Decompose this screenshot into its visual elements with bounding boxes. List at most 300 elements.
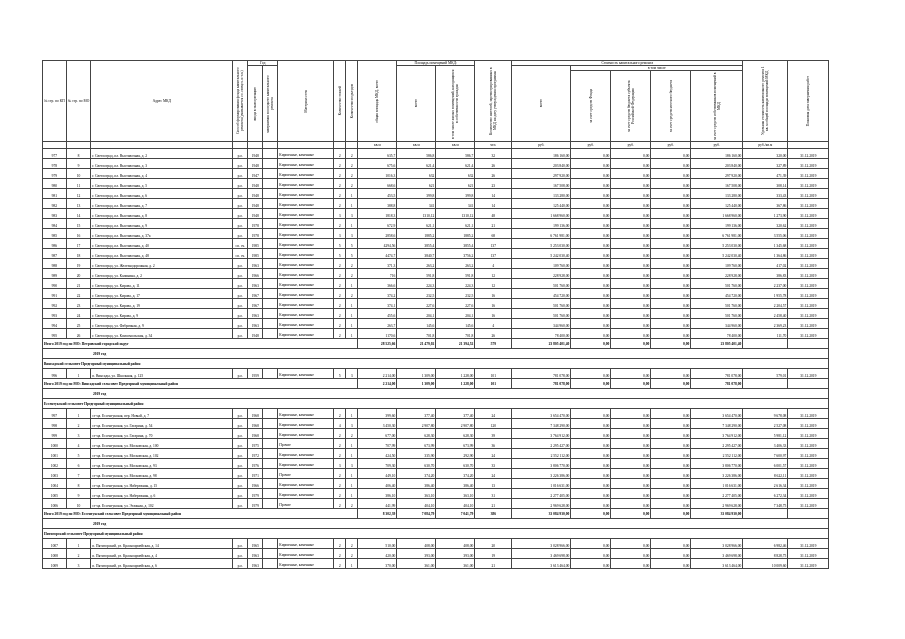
table-cell: 20 xyxy=(66,269,91,279)
table-cell: 1948 xyxy=(248,159,263,169)
table-cell: 3 806 770,00 xyxy=(512,459,571,469)
table-cell: р.о. xyxy=(233,469,248,479)
table-cell: 31.12.2019 xyxy=(788,269,829,279)
table-cell: 449,10 xyxy=(358,469,397,479)
subtotal-cell: 23 805 401,40 xyxy=(691,339,743,349)
table-cell: 0,00 xyxy=(611,429,651,439)
table-cell: г. Светлоград, ул. Фабричная, д. 9 xyxy=(91,319,233,329)
table-cell: 2858,6 xyxy=(358,229,397,239)
table-cell: 320,00 xyxy=(743,149,788,159)
table-cell xyxy=(263,369,278,379)
table-cell: 6 761 981,00 xyxy=(691,229,743,239)
table-cell: 361,00 xyxy=(397,559,436,569)
table-cell: 990 xyxy=(43,279,67,289)
table-cell: 716 xyxy=(358,269,397,279)
table-cell: 707,99 xyxy=(358,439,397,449)
header-year-built: ввода в эксплуатацию xyxy=(248,66,263,142)
table-cell: 2 277 405,00 xyxy=(691,489,743,499)
table-cell xyxy=(263,419,278,429)
table-cell: 3 450,30 xyxy=(358,419,397,429)
table-cell: 2 295 427,00 xyxy=(512,439,571,449)
table-cell: р.о. xyxy=(233,449,248,459)
table-cell: 0,00 xyxy=(571,219,611,229)
table-cell: 263,2 xyxy=(436,259,475,269)
table-cell: 1 xyxy=(346,449,358,459)
subtotal-cell: 0,00 xyxy=(651,379,691,389)
table-cell: 344 960,00 xyxy=(691,319,743,329)
table-cell: 23 xyxy=(475,179,512,189)
unit-cell: кв.м xyxy=(397,142,436,149)
table-cell: 374,1 xyxy=(358,299,397,309)
table-cell: 1968 xyxy=(248,419,263,429)
table-cell: 0,00 xyxy=(611,289,651,299)
table-cell: 3 028 966,00 xyxy=(691,539,743,549)
table-cell: 1968 xyxy=(248,409,263,419)
table-cell: 2 204,57 xyxy=(743,299,788,309)
table-cell: 0,00 xyxy=(651,309,691,319)
table-cell: р.о. xyxy=(233,329,248,339)
table-cell: 2 xyxy=(334,179,346,189)
table-cell: Кирпичные, каменные xyxy=(278,179,334,189)
table-cell: 31.12.2019 xyxy=(788,249,829,259)
table-cell: 31 xyxy=(475,489,512,499)
table-cell: 1004 xyxy=(43,479,67,489)
table-cell: 21 xyxy=(475,499,512,509)
table-cell: 25 xyxy=(66,319,91,329)
table-cell: 1978 xyxy=(248,219,263,229)
table-cell: 31.12.2019 xyxy=(788,329,829,339)
table-cell: 5 xyxy=(346,249,358,259)
table-cell: 2 458,40 xyxy=(743,309,788,319)
table-cell: 2 xyxy=(346,179,358,189)
table-cell: 333,43 xyxy=(743,189,788,199)
table-cell: 26 xyxy=(475,329,512,339)
table-cell: Кирпичные, каменные xyxy=(278,319,334,329)
section-row xyxy=(43,399,829,409)
table-cell: 983 xyxy=(43,209,67,219)
table-cell: 1000 xyxy=(43,439,67,449)
header-num-mo: № стр. по МО xyxy=(66,61,91,142)
table-cell: п. Пятигорский, ул. Красноармейская, д. 14 xyxy=(91,539,233,549)
table-cell: 3 406,33 xyxy=(743,439,788,449)
table-cell: 0,00 xyxy=(611,219,651,229)
unit-cell: руб./кв.м xyxy=(743,142,788,149)
table-cell: 21 xyxy=(475,559,512,569)
table-cell: 0,00 xyxy=(651,169,691,179)
table-cell: 18 xyxy=(66,249,91,259)
table-cell: 4 xyxy=(66,439,91,449)
table-cell: 1967 xyxy=(248,299,263,309)
table-cell: 5 242 030,40 xyxy=(691,249,743,259)
table-cell: 0,00 xyxy=(651,429,691,439)
table-cell: 4 xyxy=(475,319,512,329)
table-cell: 1 xyxy=(346,189,358,199)
table-cell: 989 xyxy=(43,269,67,279)
table-cell: 0,00 xyxy=(651,219,691,229)
table-cell: 2 xyxy=(334,329,346,339)
table-cell: 2 xyxy=(334,429,346,439)
table-cell: р.о. xyxy=(233,199,248,209)
table-cell: 3 028 966,00 xyxy=(512,539,571,549)
table-cell: 31.12.2019 xyxy=(788,449,829,459)
table-cell: 224,3 xyxy=(436,279,475,289)
table-cell: 417,02 xyxy=(743,259,788,269)
table-cell: 24 xyxy=(66,309,91,319)
table-cell: 341 xyxy=(397,199,436,209)
table-cell: ст-ца. Ессентукская, ул. Московская, д. 93 xyxy=(91,459,233,469)
table-cell: 1 xyxy=(346,469,358,479)
table-cell: 0,00 xyxy=(571,259,611,269)
table-cell: 630,70 xyxy=(397,459,436,469)
table-cell: 3 xyxy=(346,209,358,219)
table-cell: 997 xyxy=(43,409,67,419)
subtotal-label: Итого 2019 год по МО: Винсадский сельсовет Предгорный муниципальный район xyxy=(43,379,358,389)
table-row xyxy=(43,479,829,489)
header-wall-material: Материал стен xyxy=(278,61,334,142)
table-cell: 632 xyxy=(436,169,475,179)
table-cell: 145,6 xyxy=(436,319,475,329)
table-cell: 1 345,68 xyxy=(743,239,788,249)
table-cell: 335,90 xyxy=(397,449,436,459)
table-cell: 1 016 631,00 xyxy=(512,479,571,489)
table-cell: 0,00 xyxy=(651,489,691,499)
table-cell: 1 xyxy=(346,299,358,309)
table-cell: 1 xyxy=(346,409,358,419)
table-cell: 406,40 xyxy=(358,479,397,489)
table-cell: 0,00 xyxy=(611,249,651,259)
table-cell: 999 xyxy=(43,429,67,439)
table-cell: 341 xyxy=(436,199,475,209)
table-cell: Кирпичные, каменные xyxy=(278,489,334,499)
table-cell xyxy=(263,149,278,159)
table-cell: 1 xyxy=(346,279,358,289)
table-cell: 1310,12 xyxy=(436,209,475,219)
table-cell: 0,00 xyxy=(571,329,611,339)
table-cell: 3855,4 xyxy=(436,239,475,249)
table-cell: р.о. xyxy=(233,309,248,319)
table-cell xyxy=(263,309,278,319)
table-cell: 0,00 xyxy=(611,459,651,469)
table-cell: 8 828,75 xyxy=(743,549,788,559)
table-cell: 3840,7 xyxy=(397,249,436,259)
table-cell: 109 760,00 xyxy=(691,259,743,269)
table-cell: 0,00 xyxy=(571,299,611,309)
table-cell: 2 907,80 xyxy=(397,419,436,429)
table-cell: 3 654 470,00 xyxy=(691,409,743,419)
table-cell: 0,00 xyxy=(571,209,611,219)
table-cell: 0,00 xyxy=(571,419,611,429)
table-row xyxy=(43,249,829,259)
header-address: Адрес МКД xyxy=(91,61,233,142)
table-cell xyxy=(263,219,278,229)
table-cell: 5 253 030,00 xyxy=(691,239,743,249)
table-cell: ст-ца. Ессентукская, ул. Московская, д. 102 xyxy=(91,449,233,459)
table-cell: 3 xyxy=(334,229,346,239)
table-cell: 12 xyxy=(475,269,512,279)
table-cell: 0,00 xyxy=(571,499,611,509)
table-cell: 501 760,00 xyxy=(512,309,571,319)
table-cell: 1985 xyxy=(248,249,263,259)
table-cell: 4 xyxy=(334,419,346,429)
table-cell: г. Светлоград, пл. Выставочная, д. 40 xyxy=(91,239,233,249)
table-cell: 186 160,00 xyxy=(512,149,571,159)
table-cell: 2 xyxy=(346,549,358,559)
subtotal-cell: 0,00 xyxy=(611,339,651,349)
table-cell: 978 xyxy=(43,159,67,169)
table-cell: 979 xyxy=(43,169,67,179)
table-cell: ст-ца. Ессентукская, ул. Гагарина, д. 54 xyxy=(91,419,233,429)
table-cell: г. Светлоград, ул. Кирова, д. 9 xyxy=(91,309,233,319)
table-row xyxy=(43,369,829,379)
table-cell: 2 277 405,00 xyxy=(512,489,571,499)
table-cell: г. Светлоград, пл. Выставочная, д. 5 xyxy=(91,179,233,189)
table-cell: 1008 xyxy=(43,549,67,559)
table-cell: 6 001,57 xyxy=(743,459,788,469)
table-cell: 0,00 xyxy=(611,189,651,199)
table-cell: 0,00 xyxy=(611,469,651,479)
table-cell: 0,00 xyxy=(651,269,691,279)
table-cell: 31.12.2019 xyxy=(788,189,829,199)
table-cell: 1001 xyxy=(43,449,67,459)
table-cell: Кирпичные, каменные xyxy=(278,209,334,219)
table-cell: 0,00 xyxy=(651,249,691,259)
table-cell: 621,1 xyxy=(397,219,436,229)
table-cell: р.о. xyxy=(233,169,248,179)
table-cell: 1 309,00 xyxy=(397,369,436,379)
table-cell: Кирпичные, каменные xyxy=(278,419,334,429)
table-cell: 701,8 xyxy=(397,329,436,339)
table-cell: 2 xyxy=(334,489,346,499)
subtotal-cell: 21 394,52 xyxy=(436,339,475,349)
table-cell: 0,00 xyxy=(651,149,691,159)
table-cell xyxy=(263,179,278,189)
table-cell: 3 xyxy=(66,559,91,569)
table-cell xyxy=(263,409,278,419)
table-cell: 0,00 xyxy=(611,259,651,269)
table-cell: 31.12.2019 xyxy=(788,459,829,469)
table-cell: 386,83 xyxy=(743,269,788,279)
table-cell: 1818,3 xyxy=(358,209,397,219)
table-cell: 371,3 xyxy=(358,259,397,269)
table-cell: 0,00 xyxy=(611,329,651,339)
table-cell: 3756,2 xyxy=(436,249,475,259)
subtotal-row xyxy=(43,339,829,349)
table-cell: 8 xyxy=(66,479,91,489)
table-cell: 0,00 xyxy=(571,249,611,259)
table-cell: 632 xyxy=(397,169,436,179)
repair-program-table xyxy=(42,60,829,569)
table-cell xyxy=(263,479,278,489)
table-cell: р.о. xyxy=(233,499,248,509)
table-cell xyxy=(263,319,278,329)
table-cell: 0,00 xyxy=(651,299,691,309)
table-cell: 1963 xyxy=(248,309,263,319)
table-cell: 2 xyxy=(346,259,358,269)
table-cell xyxy=(263,429,278,439)
table-cell: 31.12.2019 xyxy=(788,539,829,549)
table-cell: 21 xyxy=(66,279,91,289)
table-cell: 6 982,46 xyxy=(743,539,788,549)
header-year-repair: завершения последнего капитального ремонта xyxy=(263,66,278,142)
subtotal-cell: 0,00 xyxy=(571,509,611,519)
table-cell: 1003 xyxy=(43,469,67,479)
table-cell: 4474,7 xyxy=(358,249,397,259)
table-cell: Кирпичные, каменные xyxy=(278,169,334,179)
table-cell: 1 xyxy=(346,489,358,499)
table-cell xyxy=(263,169,278,179)
table-cell: 5 xyxy=(346,239,358,249)
table-cell: р.о. xyxy=(233,429,248,439)
table-cell: Кирпичные, каменные xyxy=(278,299,334,309)
table-cell: 1007 xyxy=(43,539,67,549)
table-cell: 39 xyxy=(475,429,512,439)
table-cell: 388,8 xyxy=(358,199,397,209)
section-row xyxy=(43,359,829,369)
table-cell: 101 xyxy=(475,369,512,379)
table-cell: 361,00 xyxy=(436,559,475,569)
table-cell: 1 955,78 xyxy=(743,289,788,299)
table-cell: г. Светлоград, пл. Выставочная, д. 6 xyxy=(91,189,233,199)
table-row xyxy=(43,489,829,499)
table-cell: г. Светлоград, пл. Выставочная, д. 2 xyxy=(91,149,233,159)
subtotal-cell: 2 214,00 xyxy=(358,379,397,389)
table-cell: 68 xyxy=(475,229,512,239)
table-cell: 1 xyxy=(66,369,91,379)
unit-cell: кв.м xyxy=(358,142,397,149)
table-cell: 781 078,00 xyxy=(512,369,571,379)
table-cell: 227,6 xyxy=(436,299,475,309)
table-cell: 297 920,00 xyxy=(512,169,571,179)
table-cell: 453,5 xyxy=(358,189,397,199)
table-cell: 6 xyxy=(66,459,91,469)
table-cell: 78 400,00 xyxy=(512,329,571,339)
subtotal-cell: 33 084 930,00 xyxy=(512,509,571,519)
table-cell: 988 xyxy=(43,259,67,269)
table-cell: 635,7 xyxy=(358,149,397,159)
table-cell: 363,10 xyxy=(397,489,436,499)
table-cell: 510,00 xyxy=(358,539,397,549)
table-cell: 0,00 xyxy=(651,289,691,299)
table-row xyxy=(43,309,829,319)
table-cell: 0,00 xyxy=(571,199,611,209)
subtotal-row xyxy=(43,509,829,519)
table-cell: 0,00 xyxy=(571,269,611,279)
table-cell: 10 xyxy=(66,499,91,509)
table-cell: 2 xyxy=(346,149,358,159)
table-cell: 621,4 xyxy=(397,159,436,169)
table-cell: 12 xyxy=(66,189,91,199)
table-cell: р.о. xyxy=(233,319,248,329)
table-cell: 5 xyxy=(334,239,346,249)
table-cell: р.о. xyxy=(233,179,248,189)
table-cell: 2 237,00 xyxy=(743,279,788,289)
table-cell: Кирпичные, каменные xyxy=(278,309,334,319)
table-cell: 10 009,60 xyxy=(743,559,788,569)
table-cell: сп. сч. xyxy=(233,239,248,249)
table-cell: 1 xyxy=(346,479,358,489)
table-cell: 1963 xyxy=(248,259,263,269)
table-cell: 263,7 xyxy=(358,319,397,329)
table-cell: 0,00 xyxy=(571,479,611,489)
table-cell: 367,86 xyxy=(743,199,788,209)
table-cell: ст-ца. Ессентукская, ул. Московская, д. 98 xyxy=(91,469,233,479)
subtotal-cell: 1 309,00 xyxy=(397,379,436,389)
table-cell: 985 xyxy=(43,229,67,239)
table-row xyxy=(43,559,829,569)
table-cell: 4294,56 xyxy=(358,239,397,249)
table-cell: 1002 xyxy=(43,459,67,469)
table-cell: 621,1 xyxy=(436,219,475,229)
table-cell: 0,00 xyxy=(571,229,611,239)
table-cell: 2 xyxy=(346,169,358,179)
table-cell: 3 226 386,00 xyxy=(512,469,571,479)
section-row-label: Пятигорский сельсовет Предгорный муниципальный район xyxy=(43,529,829,539)
table-cell: 977 xyxy=(43,149,67,159)
table-cell: 673,99 xyxy=(436,439,475,449)
table-cell: 31.12.2019 xyxy=(788,549,829,559)
table-row xyxy=(43,159,829,169)
table-cell: 3 xyxy=(346,459,358,469)
table-cell: 995 xyxy=(43,329,67,339)
table-cell: 1968 xyxy=(248,429,263,439)
table-row xyxy=(43,429,829,439)
table-cell: 232,5 xyxy=(397,289,436,299)
table-cell: 1 228,00 xyxy=(436,369,475,379)
table-row xyxy=(43,279,829,289)
table-cell: г. Светлоград, ул. Калинина, д. 2 xyxy=(91,269,233,279)
table-cell: 31.12.2019 xyxy=(788,319,829,329)
table-cell: 133 280,00 xyxy=(691,189,743,199)
table-cell: 677,00 xyxy=(358,429,397,439)
table-cell: 0,00 xyxy=(651,259,691,269)
table-row xyxy=(43,499,829,509)
table-cell: г. Светлоград, ул. Кирова, д. 19 xyxy=(91,299,233,309)
table-cell: 31.12.2019 xyxy=(788,169,829,179)
table-cell: ст-ца. Ессентукская, ул. Набережная, д. 6 xyxy=(91,489,233,499)
table-cell: 404,10 xyxy=(397,499,436,509)
table-cell: Кирпичные, каменные xyxy=(278,449,334,459)
table-body xyxy=(43,149,829,569)
table-cell xyxy=(263,289,278,299)
table-cell: 386,40 xyxy=(436,479,475,489)
subtotal-cell: 0,00 xyxy=(651,509,691,519)
header-area-residential: в том числе жилых помещений, находящихся в собственности граждан xyxy=(436,66,475,142)
table-cell: 1170,6 xyxy=(358,329,397,339)
table-cell: 0,00 xyxy=(611,539,651,549)
table-cell: г. Светлоград, ул. Комсомольская, д. 34 xyxy=(91,329,233,339)
table-cell: ст-ца. Ессентукская, ул. Гагарина, д. 70 xyxy=(91,429,233,439)
table-cell: 1 364,86 xyxy=(743,249,788,259)
table-cell: 167 508,00 xyxy=(691,179,743,189)
table-row xyxy=(43,169,829,179)
table-cell: 2 369,23 xyxy=(743,319,788,329)
table-cell: 0,00 xyxy=(651,439,691,449)
table-row xyxy=(43,209,829,219)
table-cell: 0,00 xyxy=(571,369,611,379)
table-cell: 1 xyxy=(346,319,358,329)
table-cell: Кирпичные, каменные xyxy=(278,429,334,439)
table-cell: 0,00 xyxy=(571,309,611,319)
table-cell: 1 xyxy=(346,219,358,229)
table-cell: 501 760,00 xyxy=(512,299,571,309)
table-cell: 579,01 xyxy=(743,369,788,379)
table-cell: 0,00 xyxy=(611,479,651,489)
table-cell: 454 720,00 xyxy=(691,289,743,299)
table-cell: 628,30 xyxy=(397,429,436,439)
table-cell: 0,00 xyxy=(651,459,691,469)
table-cell: 8 622,11 xyxy=(743,469,788,479)
table-cell: р.о. xyxy=(233,409,248,419)
